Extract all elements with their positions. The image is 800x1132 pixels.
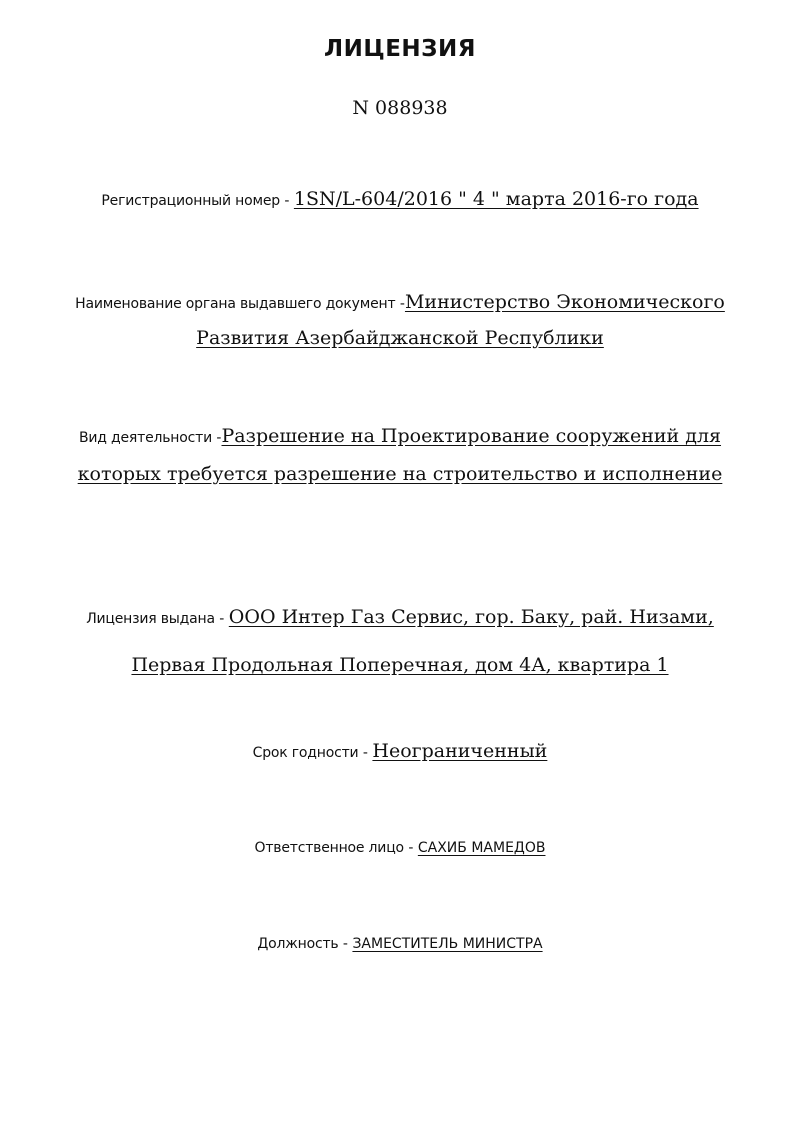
- license-number: N 088938: [352, 97, 448, 119]
- authority-field: [50, 285, 750, 356]
- issued-to-field: [50, 594, 750, 689]
- authority-value: Министерство Экономического Развития Азербайджанской Республики: [196, 291, 725, 349]
- validity-dash: -: [358, 745, 373, 761]
- activity-field: [50, 418, 750, 493]
- validity-label: Срок годности: [252, 745, 359, 761]
- validity-field: [50, 736, 750, 768]
- activity-value: Разрешение на Проектирование сооружений для которых требуется разрешение на строительство и исполнение: [77, 425, 723, 485]
- responsible-value: САХИБ МАМЕДОВ: [417, 840, 546, 856]
- responsible-field: [50, 834, 750, 861]
- registration-label: Регистрационный номер: [101, 193, 280, 209]
- responsible-label: Ответственное лицо: [254, 840, 404, 856]
- authority-dash: -: [395, 296, 405, 312]
- position-value: ЗАМЕСТИТЕЛЬ МИНИСТРА: [352, 936, 543, 952]
- validity-value: Неограниченный: [372, 740, 548, 762]
- position-dash: -: [338, 936, 353, 952]
- issued-to-dash: -: [214, 611, 229, 627]
- position-label: Должность: [257, 936, 339, 952]
- document-title: ЛИЦЕНЗИЯ: [324, 36, 476, 62]
- issued-to-label: Лицензия выдана: [86, 611, 215, 627]
- position-field: [50, 930, 750, 957]
- authority-label: Наименование органа выдавшего документ: [75, 296, 396, 312]
- responsible-dash: -: [403, 840, 418, 856]
- registration-dash: -: [279, 193, 294, 209]
- registration-value: 1SN/L-604/2016 " 4 " марта 2016-го года: [293, 188, 699, 210]
- issued-to-value: ООО Интер Газ Сервис, гор. Баку, рай. Низами, Первая Продольная Поперечная, дом 4А, квартира 1: [131, 606, 714, 676]
- registration-field: [50, 184, 750, 216]
- activity-label: Вид деятельности: [78, 430, 212, 446]
- activity-dash: -: [211, 430, 222, 446]
